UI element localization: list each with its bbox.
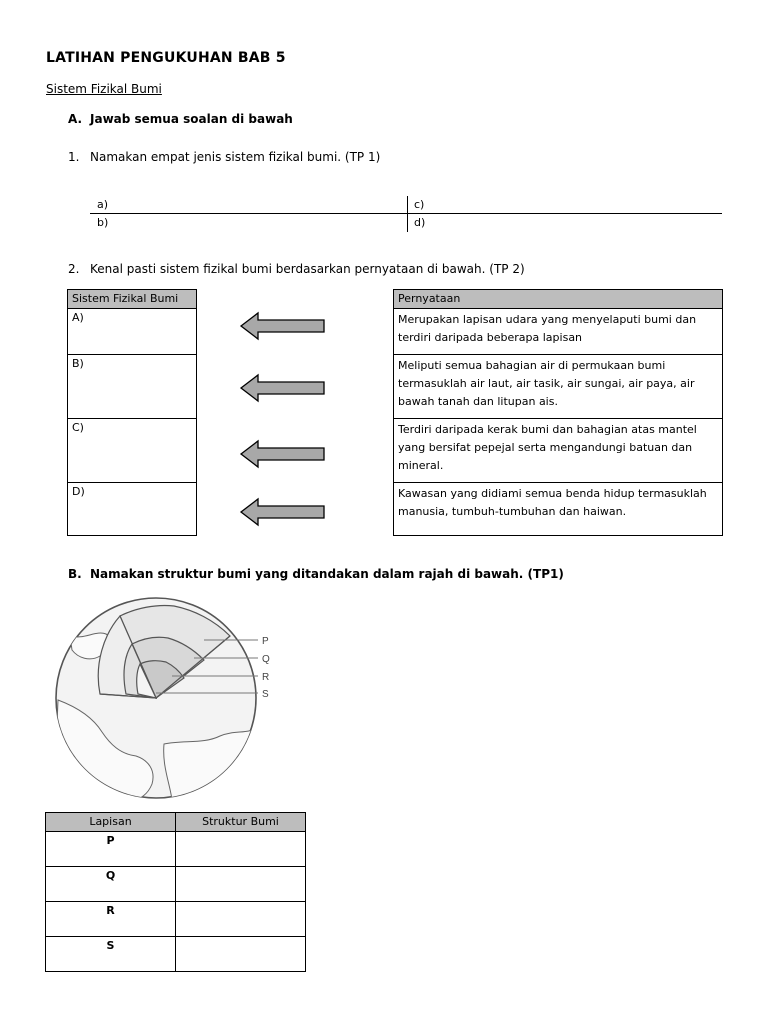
row-label-q: Q: [46, 867, 176, 902]
section-a-letter: A.: [68, 112, 83, 126]
diagram-label-r: R: [262, 672, 270, 683]
table-row: [46, 902, 306, 937]
answer-cell-r[interactable]: [176, 902, 306, 937]
answer-cell-s[interactable]: [176, 937, 306, 972]
earth-structure-diagram: [44, 594, 284, 800]
answer-cell-q[interactable]: [176, 867, 306, 902]
arrow-left-icon: [238, 496, 328, 528]
diagram-label-s: S: [262, 689, 269, 700]
q2-statement-a: Merupakan lapisan udara yang menyelaputi bumi dan terdiri daripada beberapa lapisan: [394, 309, 723, 355]
q2-statement-c: Terdiri daripada kerak bumi dan bahagian atas mantel yang bersifat pepejal serta mengandungi batuan dan mineral.: [394, 419, 723, 483]
arrow-left-icon: [238, 310, 328, 342]
q1-label-d: d): [414, 216, 426, 229]
row-label-s: S: [46, 937, 176, 972]
earth-structure-table: [45, 812, 306, 972]
page-title: LATIHAN PENGUKUHAN BAB 5: [46, 50, 286, 66]
q2-left-row-a: A): [68, 309, 197, 355]
q1-number: 1.: [68, 150, 80, 164]
row-label-p: P: [46, 832, 176, 867]
diagram-label-q: Q: [262, 654, 270, 665]
q2-statement-b: Meliputi semua bahagian air di permukaan bumi termasuklah air laut, air tasik, air sungai, air paya, air bawah tanah dan litupan ais.: [394, 355, 723, 419]
table-row: [46, 937, 306, 972]
section-a-instruction: Jawab semua soalan di bawah: [90, 112, 293, 126]
section-b-letter: B.: [68, 567, 82, 581]
q2-number: 2.: [68, 262, 80, 276]
q2-text: Kenal pasti sistem fizikal bumi berdasarkan pernyataan di bawah. (TP 2): [90, 262, 525, 276]
section-b-instruction: Namakan struktur bumi yang ditandakan dalam rajah di bawah. (TP1): [90, 567, 564, 581]
table-header-struktur: Struktur Bumi: [176, 813, 306, 832]
row-label-r: R: [46, 902, 176, 937]
q1-label-c: c): [414, 198, 425, 211]
q1-label-b: b): [97, 216, 109, 229]
q1-text: Namakan empat jenis sistem fizikal bumi. (TP 1): [90, 150, 381, 164]
q2-left-row-b: B): [68, 355, 197, 419]
table-row: [46, 867, 306, 902]
answer-cell-p[interactable]: [176, 832, 306, 867]
page-subtitle: Sistem Fizikal Bumi: [46, 82, 162, 96]
q2-statement-d: Kawasan yang didiami semua benda hidup termasuklah manusia, tumbuh-tumbuhan dan haiwan.: [394, 483, 723, 536]
diagram-label-p: P: [262, 636, 269, 647]
q2-right-header: Pernyataan: [394, 290, 723, 309]
q2-left-header: Sistem Fizikal Bumi: [68, 290, 197, 309]
q2-left-row-d: D): [68, 483, 197, 536]
q2-left-table: [67, 289, 197, 536]
q1-divider: [407, 196, 408, 232]
table-row: [46, 832, 306, 867]
arrow-left-icon: [238, 438, 328, 470]
q1-answer-line: [90, 213, 722, 214]
table-header-lapisan: Lapisan: [46, 813, 176, 832]
q2-left-row-c: C): [68, 419, 197, 483]
q2-right-table: [393, 289, 723, 536]
q1-label-a: a): [97, 198, 109, 211]
arrow-left-icon: [238, 372, 328, 404]
